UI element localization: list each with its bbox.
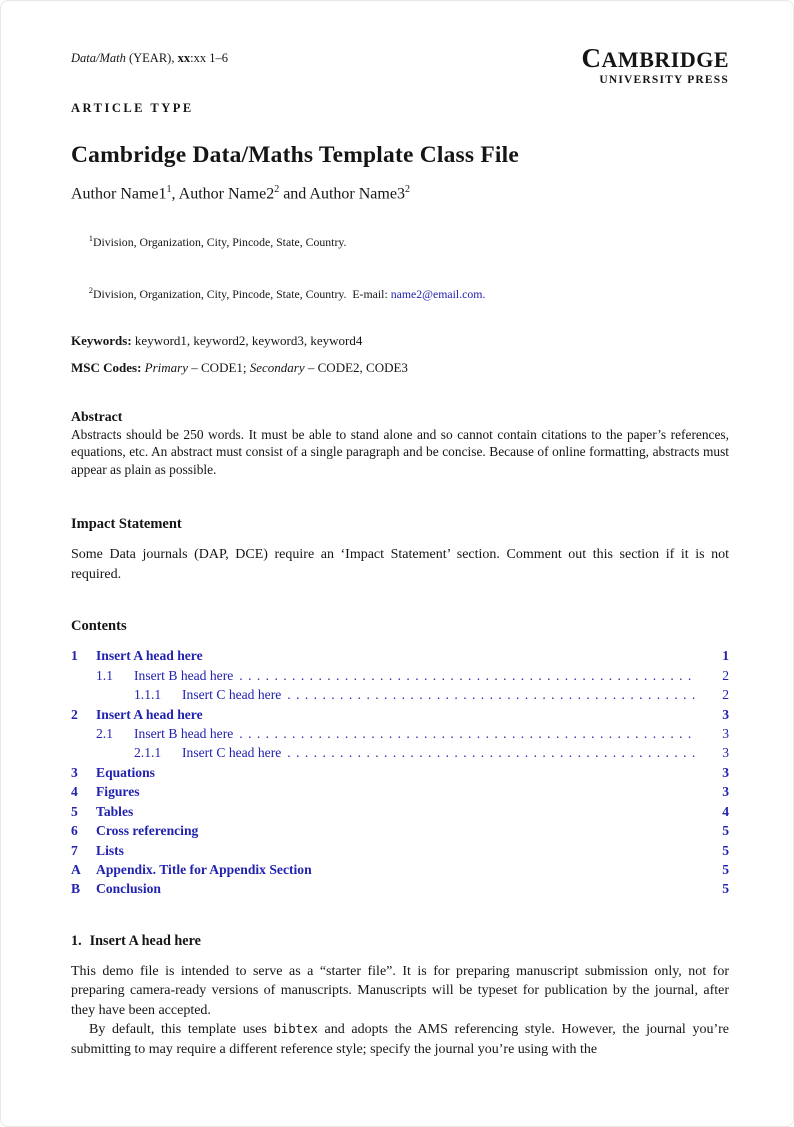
author-2-affiliation-mark: 2 [274,183,280,195]
toc-entry[interactable] [71,743,729,762]
section-1-number: 1. [71,932,82,949]
toc-entry-title: Insert B head here [134,726,234,742]
toc-entry-number: B [71,881,81,897]
toc-entry-page: 5 [722,881,729,897]
toc-entry-number: 6 [71,823,78,839]
toc-entry[interactable] [71,705,729,724]
author-1-name: Author Name1 [71,184,167,202]
paper-page [1,1,793,1059]
toc-entry[interactable] [71,802,729,821]
toc-entry-title: Cross referencing [96,823,199,839]
toc-dot-leader [287,743,697,762]
journal-name: Data/Math [71,51,126,65]
toc-entry-page: 3 [722,726,729,742]
journal-ref-rest: :xx 1–6 [190,51,228,65]
paragraph-2-text-pre: By default, this template uses [89,1022,274,1038]
author-separator: , [171,184,179,202]
contents-heading: Contents [71,618,127,635]
affiliations-block [71,214,729,318]
toc-entry-title: Insert C head here [182,745,282,761]
toc-entry-title: Conclusion [96,881,161,897]
toc-dot-leader [239,666,697,685]
toc-entry[interactable] [71,685,729,704]
toc-entry-title: Equations [96,764,155,780]
toc-entry-number: 3 [71,764,78,780]
toc-entry-page: 2 [722,687,729,703]
corresponding-author-email-link[interactable]: name2@email.com. [390,286,486,301]
toc-entry[interactable] [71,666,729,685]
impact-statement-text: Some Data journals (DAP, DCE) require an ‘Impact Statement’ section. Comment out this section if it is not required. [71,547,729,582]
toc-entry-number: A [71,861,81,877]
affiliation-1-text: Division, Organization, City, Pincode, State, Country. [92,234,347,249]
toc-entry-page: 5 [722,823,729,839]
logo-university-press-text: UNIVERSITY PRESS [599,74,729,86]
page-header [71,45,729,87]
author-3-name: Author Name3 [309,184,405,202]
author-1-affiliation-mark: 1 [166,183,172,195]
journal-reference [71,45,228,66]
toc-entry-page: 4 [722,803,729,819]
keywords-label: Keywords: [71,332,132,348]
toc-entry-page: 5 [722,861,729,877]
toc-entry-number: 1.1 [96,667,113,683]
msc-secondary-label: Secondary [249,359,305,375]
toc-entry-title: Insert A head here [96,648,203,664]
toc-entry-page: 3 [722,784,729,800]
msc-codes-label: MSC Codes: [71,359,142,375]
msc-primary-label: Primary [144,359,189,375]
author-2-name: Author Name2 [178,184,275,202]
toc-entry-page: 2 [722,667,729,683]
section-1-paragraph-2 [71,1020,729,1059]
section-1-heading [71,933,729,950]
toc-entry-number: 2.1.1 [134,745,162,761]
toc-entry[interactable] [71,646,729,665]
cambridge-university-press-logo [582,45,729,87]
keywords-line [71,333,729,349]
toc-entry-title: Lists [96,842,124,858]
toc-entry-number: 5 [71,803,78,819]
toc-entry-number: 2.1 [96,726,113,742]
toc-entry-title: Insert A head here [96,706,203,722]
section-1-paragraph-1: This demo file is intended to serve as a “starter file”. It is for preparing manuscript submission only, not for preparing camera-ready versions of manuscripts. Manuscripts will be typeset for publication by the journal, after they have been accepted. [71,963,729,1018]
toc-entry[interactable] [71,724,729,743]
msc-secondary-codes: – CODE2, CODE3 [304,359,408,375]
toc-entry-page: 5 [722,842,729,858]
article-type-label: ARTICLE TYPE [71,100,194,115]
abstract-section [71,409,729,479]
paragraph-2-text-post: and adopts the AMS referencing style. However, the journal you’re submitting to may require a different reference style; specify the journal you’re using with the [71,1022,729,1057]
toc-entry-number: 7 [71,842,78,858]
msc-primary-codes: – CODE1; [188,359,250,375]
section-1 [71,933,729,1060]
table-of-contents [71,646,729,898]
abstract-heading: Abstract [71,408,123,424]
journal-volume: xx [177,51,191,65]
author-3-affiliation-mark: 2 [404,183,410,195]
impact-statement-heading: Impact Statement [71,516,182,533]
affiliation-1 [71,214,729,266]
toc-entry[interactable] [71,821,729,840]
toc-entry-title: Appendix. Title for Appendix Section [96,861,312,877]
paper-title: Cambridge Data/Maths Template Class File [71,141,519,168]
toc-entry-title: Insert C head here [182,687,282,703]
journal-ref-mid: (YEAR), [125,51,178,65]
toc-entry-page: 1 [722,648,729,664]
toc-entry-page: 3 [722,764,729,780]
toc-dot-leader [239,724,697,743]
toc-entry-page: 3 [722,745,729,761]
impact-statement-section [71,516,729,584]
abstract-text: Abstracts should be 250 words. It must be able to stand alone and so cannot contain citations to the paper’s references, equations, etc. An abstract must consist of a single paragraph and be concise. Because of online formatting, abstracts must appear as plain as possible. [71,426,729,477]
affiliation-2-text: Division, Organization, City, Pincode, State, Country. E-mail: [92,286,391,301]
affiliation-2 [71,266,729,318]
affiliation-1-mark: 1 [88,232,93,243]
toc-entry-title: Tables [96,803,134,819]
toc-entry-number: 2 [71,706,78,722]
toc-entry[interactable] [71,841,729,860]
toc-entry-page: 3 [722,706,729,722]
toc-entry-number: 1 [71,648,78,664]
contents-section [71,618,729,898]
author-line [71,184,729,203]
toc-dot-leader [287,685,697,704]
toc-entry[interactable] [71,860,729,879]
toc-entry[interactable] [71,782,729,801]
keywords-list: keyword1, keyword2, keyword3, keyword4 [131,332,363,348]
toc-entry-title: Figures [96,784,140,800]
section-1-title: Insert A head here [89,932,201,949]
toc-entry-title: Insert B head here [134,667,234,683]
msc-codes-line [71,360,729,376]
affiliation-2-mark: 2 [88,284,93,295]
author-separator: and [279,184,310,202]
toc-entry[interactable] [71,879,729,898]
toc-entry-number: 4 [71,784,78,800]
bibtex-code-text: bibtex [273,1022,318,1037]
toc-entry[interactable] [71,763,729,782]
logo-cambridge-text: CAMBRIDGE [581,43,729,73]
toc-entry-number: 1.1.1 [134,687,162,703]
